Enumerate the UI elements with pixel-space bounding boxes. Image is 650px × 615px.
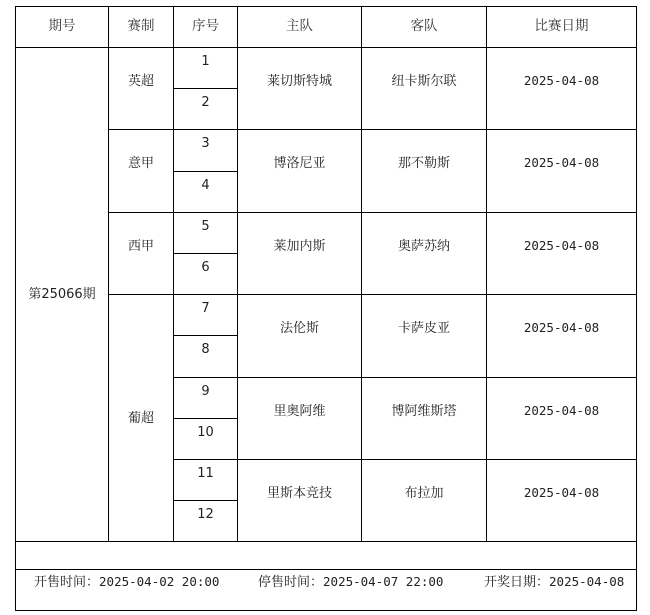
sale-open-value: 2025-04-02 20:00	[99, 574, 220, 589]
draw-value: 2025-04-08	[549, 574, 625, 589]
seq-number: 8	[201, 342, 210, 357]
away-team: 奥萨苏纳	[397, 238, 450, 254]
match-date: 2025-04-08	[523, 237, 600, 253]
home-team: 法伦斯	[279, 320, 319, 336]
draw-label: 开奖日期：	[484, 575, 550, 590]
seq-number: 6	[201, 260, 210, 275]
seq-number: 10	[197, 425, 214, 440]
league-la-liga: 西甲	[127, 238, 154, 254]
header-league: 赛制	[127, 18, 155, 35]
home-team: 莱加内斯	[273, 238, 326, 254]
seq-number: 3	[201, 136, 210, 151]
header-home: 主队	[286, 18, 313, 35]
header-away: 客队	[410, 18, 438, 35]
draw-date	[484, 576, 624, 589]
league-premier-league: 英超	[127, 73, 154, 89]
away-team: 博阿维斯塔	[391, 403, 457, 419]
seq-number: 1	[201, 54, 210, 69]
sale-close-value: 2025-04-07 22:00	[323, 574, 444, 589]
header-period: 期号	[48, 18, 76, 35]
match-date: 2025-04-08	[523, 484, 600, 500]
away-team: 卡萨皮亚	[397, 320, 450, 336]
league-serie-a: 意甲	[127, 155, 154, 171]
header-date: 比赛日期	[534, 18, 589, 35]
sale-close-label: 停售时间：	[258, 575, 324, 590]
league-primeira-liga: 葡超	[127, 410, 154, 426]
away-team: 那不勒斯	[397, 155, 450, 171]
away-team: 布拉加	[404, 485, 444, 501]
seq-number: 7	[201, 301, 210, 316]
seq-number: 4	[201, 178, 210, 193]
sale-close-time	[258, 576, 443, 589]
period-number: 第25066期	[28, 287, 96, 302]
match-date: 2025-04-08	[523, 72, 600, 88]
away-team: 纽卡斯尔联	[391, 73, 457, 89]
header-seq: 序号	[192, 18, 219, 35]
home-team: 博洛尼亚	[273, 155, 326, 171]
home-team: 里奥阿维	[273, 403, 326, 419]
seq-number: 2	[201, 95, 210, 110]
match-date: 2025-04-08	[523, 319, 600, 335]
seq-number: 5	[201, 219, 210, 234]
home-team: 里斯本竞技	[266, 485, 332, 501]
match-date: 2025-04-08	[523, 154, 600, 170]
home-team: 莱切斯特城	[266, 73, 332, 89]
seq-number: 9	[201, 384, 210, 399]
seq-number: 12	[197, 507, 214, 522]
match-date: 2025-04-08	[523, 402, 600, 418]
seq-number: 11	[197, 466, 214, 481]
sale-open-label: 开售时间：	[34, 575, 100, 590]
sale-open-time	[34, 576, 219, 589]
